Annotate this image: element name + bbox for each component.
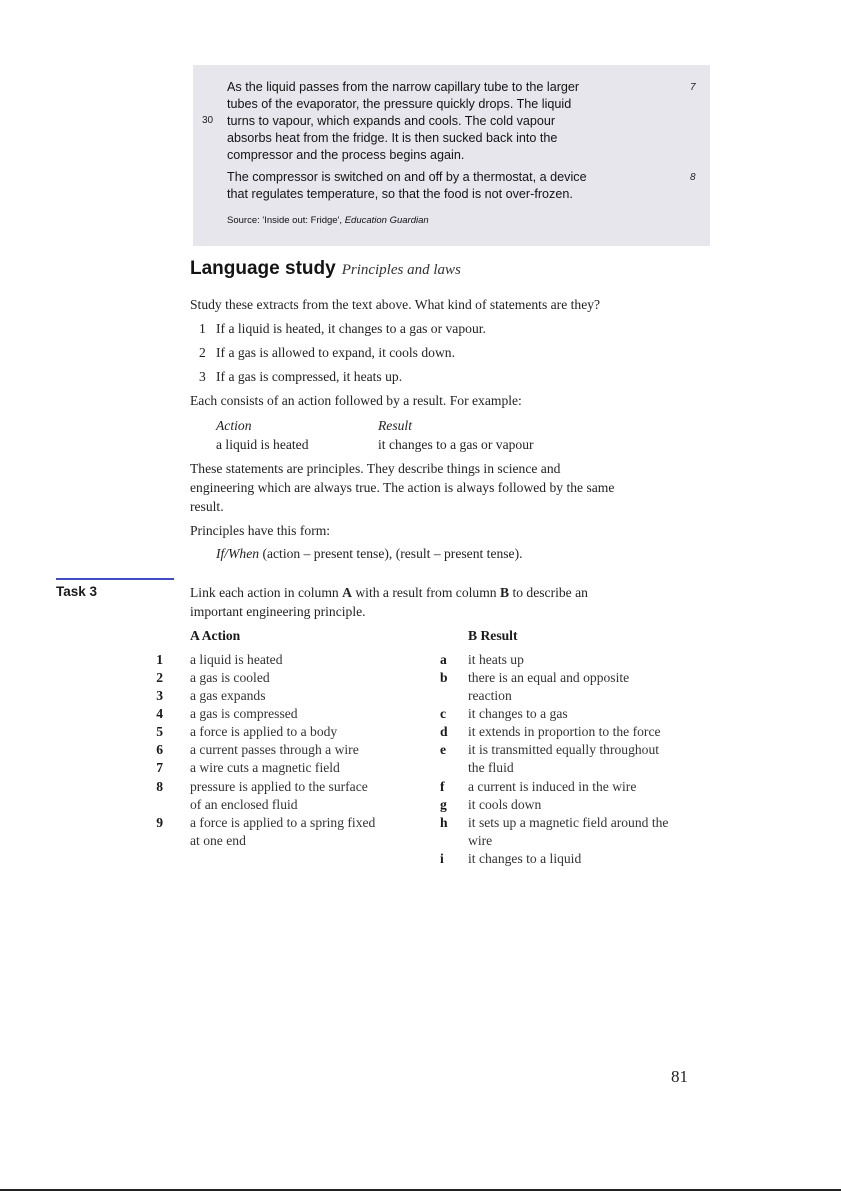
result-letter: g	[440, 797, 447, 812]
action-text: a current passes through a wire	[190, 742, 359, 757]
column-b-heading: B Result	[468, 628, 518, 643]
paragraph-number: 8	[690, 172, 696, 183]
task-divider	[56, 578, 174, 580]
instruction-column-a: A	[342, 585, 352, 600]
result-letter: f	[440, 779, 445, 794]
body-text: engineering which are always true. The action is always followed by the same	[190, 480, 615, 495]
result-letter: c	[440, 706, 447, 721]
reading-passage-box	[193, 65, 710, 246]
action-number: 1	[156, 652, 163, 667]
principle-form	[216, 546, 523, 562]
result-text: wire	[468, 833, 493, 848]
body-text: These statements are principles. They describe things in science and	[190, 461, 561, 476]
result-letter: a	[440, 652, 447, 667]
action-text: of an enclosed fluid	[190, 797, 298, 812]
body-text: Principles have this form:	[190, 523, 331, 538]
form-conditional: If/When	[216, 546, 260, 561]
action-number: 5	[156, 724, 163, 739]
instruction-column-b: B	[499, 585, 510, 600]
instruction-part: Link each action in column	[190, 585, 343, 600]
section-subtitle: Principles and laws	[341, 262, 461, 278]
passage-paragraph-8	[227, 169, 587, 203]
result-text: it changes to a gas	[468, 706, 568, 721]
action-text: a gas is cooled	[190, 670, 270, 685]
extract-text: If a liquid is heated, it changes to a gas or vapour.	[216, 321, 486, 336]
result-text: the fluid	[468, 760, 514, 775]
result-text: it extends in proportion to the force	[468, 724, 661, 739]
body-text: Each consists of an action followed by a result. For example:	[190, 393, 522, 408]
line-number: 30	[202, 115, 214, 126]
passage-line: turns to vapour, which expands and cools. The cold vapour	[227, 114, 556, 128]
passage-line: The compressor is switched on and off by a thermostat, a device	[227, 170, 587, 184]
intro-text: Study these extracts from the text above. What kind of statements are they?	[190, 297, 601, 312]
action-number: 9	[156, 815, 163, 830]
result-letter: d	[440, 724, 448, 739]
action-text: a gas expands	[190, 688, 266, 703]
example-result: it changes to a gas or vapour	[378, 437, 534, 452]
result-text: it changes to a liquid	[468, 851, 582, 866]
example-action: a liquid is heated	[216, 437, 309, 452]
example-action-heading: Action	[216, 418, 252, 433]
action-number: 4	[156, 706, 163, 721]
extract-text: If a gas is compressed, it heats up.	[216, 369, 403, 384]
result-text: it heats up	[468, 652, 524, 667]
passage-line: absorbs heat from the fridge. It is then sucked back into the	[227, 131, 558, 145]
result-letter: h	[440, 815, 448, 830]
action-number: 7	[156, 760, 163, 775]
instruction-part: with a result from column	[351, 585, 500, 600]
action-text: pressure is applied to the surface	[190, 779, 368, 794]
result-letter: i	[440, 851, 444, 866]
source-title: Education Guardian	[344, 215, 429, 226]
passage-paragraph-7	[227, 79, 579, 164]
action-text: a wire cuts a magnetic field	[190, 760, 340, 775]
action-text: at one end	[190, 833, 246, 848]
page-number: 81	[671, 1067, 688, 1086]
section-heading	[190, 258, 461, 280]
source-prefix: Source: 'Inside out: Fridge',	[227, 215, 345, 226]
result-letter: e	[440, 742, 447, 757]
result-text: it cools down	[468, 797, 542, 812]
extract-number: 2	[199, 345, 206, 360]
section-title: Language study	[190, 258, 336, 279]
action-number: 8	[156, 779, 163, 794]
action-number: 6	[156, 742, 163, 757]
body-text: result.	[190, 499, 224, 514]
result-text: reaction	[468, 688, 512, 703]
task-label: Task 3	[56, 584, 98, 599]
action-text: a liquid is heated	[190, 652, 283, 667]
source-citation	[227, 215, 429, 226]
instruction-part: to describe an	[509, 585, 588, 600]
extract-text: If a gas is allowed to expand, it cools down.	[216, 345, 455, 360]
action-number: 3	[156, 688, 163, 703]
result-text: a current is induced in the wire	[468, 779, 637, 794]
task-instruction: important engineering principle.	[190, 604, 366, 619]
result-letter: b	[440, 670, 448, 685]
action-text: a force is applied to a spring fixed	[190, 815, 376, 830]
passage-line: As the liquid passes from the narrow capillary tube to the larger	[227, 80, 580, 94]
passage-line: tubes of the evaporator, the pressure quickly drops. The liquid	[227, 97, 572, 111]
example-result-heading: Result	[378, 418, 412, 433]
task-instruction	[190, 585, 588, 601]
action-text: a force is applied to a body	[190, 724, 338, 739]
passage-line: that regulates temperature, so that the food is not over-frozen.	[227, 187, 573, 201]
paragraph-number: 7	[690, 82, 696, 93]
form-pattern: (action – present tense), (result – present tense).	[259, 546, 523, 561]
column-a-heading: A Action	[190, 628, 241, 643]
passage-line: compressor and the process begins again.	[227, 148, 465, 162]
result-text: it sets up a magnetic field around the	[468, 815, 669, 830]
action-text: a gas is compressed	[190, 706, 298, 721]
action-number: 2	[156, 670, 163, 685]
extract-number: 3	[199, 369, 206, 384]
extract-number: 1	[199, 321, 206, 336]
result-text: it is transmitted equally throughout	[468, 742, 660, 757]
result-text: there is an equal and opposite	[468, 670, 630, 685]
